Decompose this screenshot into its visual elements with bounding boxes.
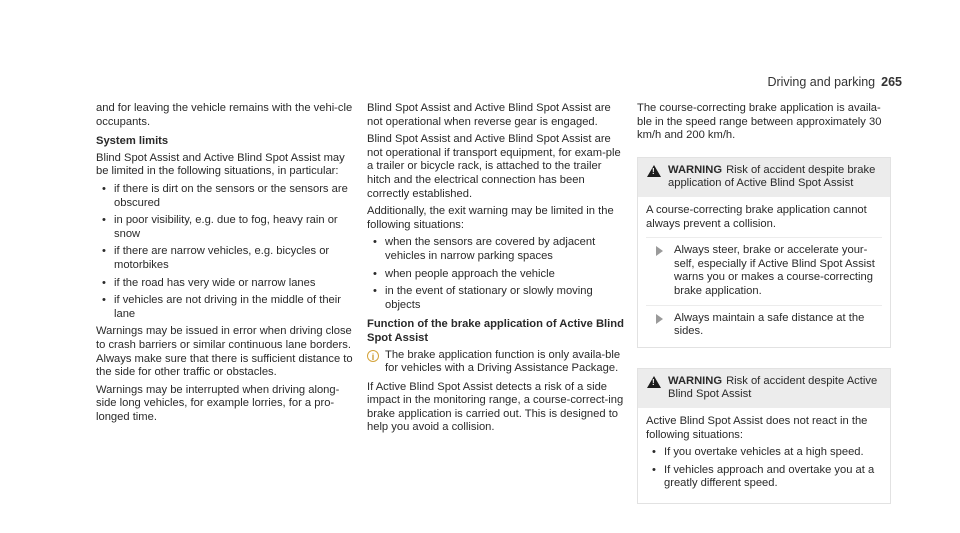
list-item: • if there are narrow vehicles, e.g. bicycles or motorbikes [96, 245, 354, 272]
list-item: • If vehicles approach and overtake you at a greatly different speed. [646, 464, 882, 491]
column-left [96, 102, 354, 428]
warnings-paragraph: Warnings may be interrupted when driving along-side long vehicles, for example lorries, for a pro-longed time. [96, 383, 340, 423]
limits-text: Blind Spot Assist and Active Blind Spot Assist may be limited in the following situations, in particular: [96, 151, 345, 178]
warning-title: Risk of accident despite Active Blind Spot Assist [668, 374, 878, 401]
list-item: • when the sensors are covered by adjacent vehicles in narrow parking spaces [367, 236, 625, 263]
section-title: Driving and parking [767, 75, 876, 89]
list-item: • if the road has very wide or narrow lanes [96, 277, 354, 291]
divider [646, 237, 882, 238]
limits-list [96, 183, 354, 321]
warning-text: Active Blind Spot Assist does not react in the following situations: [646, 414, 868, 441]
warning-header [638, 158, 890, 197]
list-item: • in poor visibility, e.g. due to fog, heavy rain or snow [96, 214, 354, 241]
action-text: Always maintain a safe distance at the sides. [674, 311, 865, 338]
warning-header [638, 369, 890, 408]
list-item: • if vehicles are not driving in the middle of their lane [96, 294, 354, 321]
warning-triangle-icon [647, 376, 661, 388]
warning-text: A course-correcting brake application cannot always prevent a collision. [646, 203, 867, 230]
paragraph: The course-correcting brake application is availa-ble in the speed range between approximately 30 km/h and 200 km/h. [637, 102, 882, 142]
warning-label: WARNING [668, 163, 723, 176]
paragraph: Blind Spot Assist and Active Blind Spot Assist are not operational when reverse gear is engaged. [367, 102, 611, 128]
exit-warning-limits-list [367, 236, 625, 312]
intro-text: and for leaving the vehicle remains with the vehi-cle occupants. [96, 102, 353, 128]
list-item: • if there is dirt on the sensors or the sensors are obscured [96, 183, 354, 210]
info-note [367, 349, 625, 376]
brake-application-heading: Function of the brake application of Active Blind Spot Assist [367, 318, 624, 344]
warning-triangle-icon [647, 165, 661, 177]
info-icon: i [367, 350, 379, 362]
page-number: 265 [881, 75, 902, 89]
note-text: The brake application function is only availa-ble for vehicles with a Driving Assistance Package. [385, 348, 621, 375]
list-item: • when people approach the vehicle [367, 268, 625, 282]
list-item: • in the event of stationary or slowly moving objects [367, 285, 625, 312]
paragraph: If Active Blind Spot Assist detects a risk of a side impact in the monitoring range, a course-correct-ing brake application is carried out. This is designed to help you avoid a collision. [367, 380, 624, 434]
warning-body [638, 197, 890, 347]
warning-box [637, 157, 891, 348]
paragraph: Additionally, the exit warning may be limited in the following situations: [367, 205, 614, 231]
action-item [646, 312, 882, 339]
list-item: • If you overtake vehicles at a high speed. [646, 446, 882, 460]
warning-box [637, 368, 891, 504]
warnings-paragraph: Warnings may be issued in error when driving close to crash barriers or similar continuous lane borders. Always make sure that there is sufficient distance to the side for other traffic or obstacles. [96, 325, 353, 379]
warning-title: Risk of accident despite brake application of Active Blind Spot Assist [668, 163, 876, 190]
warning-label: WARNING [668, 374, 723, 387]
warning-list [646, 446, 882, 491]
arrow-right-icon [656, 246, 663, 256]
action-item [646, 244, 882, 298]
arrow-right-icon [656, 314, 663, 324]
page-header [767, 75, 902, 89]
action-text: Always steer, brake or accelerate your-self, especially if Active Blind Spot Assist warns you or makes a course-correcting brake application. [674, 244, 875, 297]
column-right [637, 102, 891, 504]
system-limits-heading: System limits [96, 135, 169, 148]
column-middle [367, 102, 625, 439]
warning-body [638, 408, 890, 503]
divider [646, 305, 882, 306]
paragraph: Blind Spot Assist and Active Blind Spot Assist are not operational if transport equipment, for exam-ple a trailer or bicycle rack, is attached to the trailer hitch and the electrical connection has been correctly established. [367, 133, 621, 200]
